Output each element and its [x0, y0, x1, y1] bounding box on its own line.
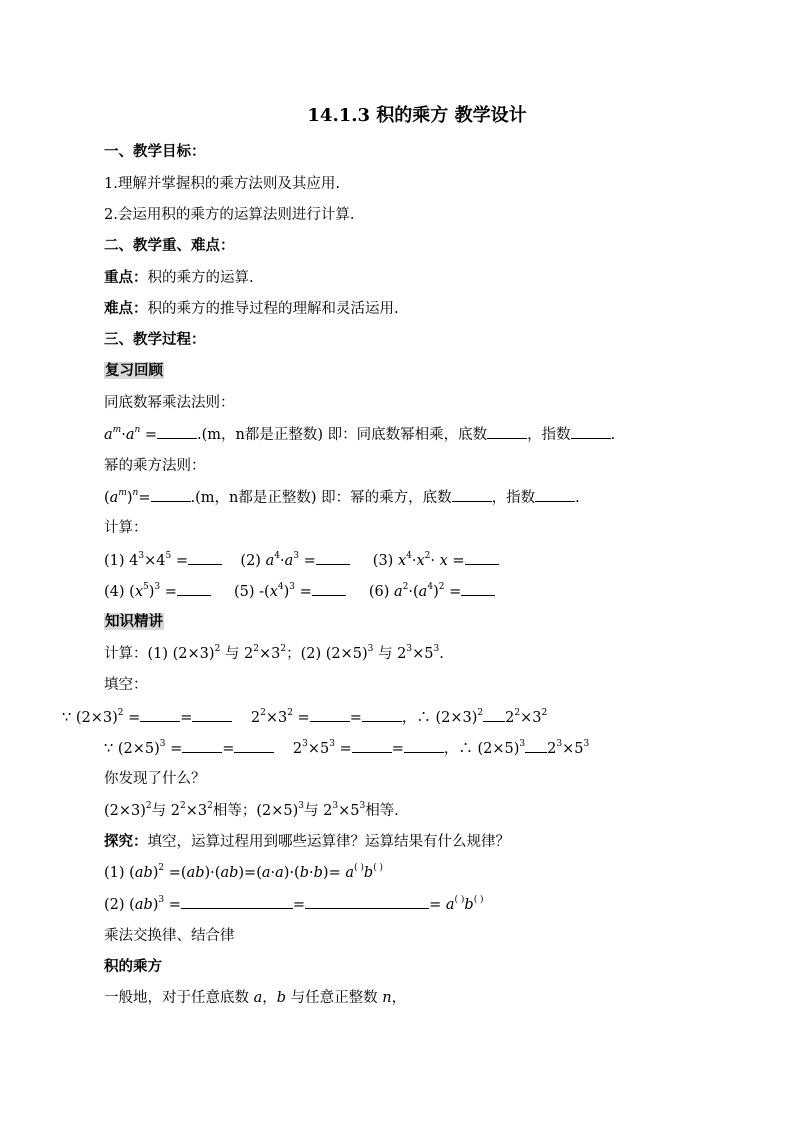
knowledge-heading-line	[104, 612, 164, 632]
rule1-title: 同底数幂乘法法则：	[104, 395, 235, 411]
calc-problem-3: (3) $x^4\cdot x^2\cdot x$ =	[373, 553, 499, 569]
fill-title: 填空：	[104, 677, 148, 693]
key-point-text: 积的乘方的运算.	[147, 270, 254, 286]
product-power-heading: 积的乘方	[104, 958, 162, 975]
key-point-line	[104, 268, 254, 288]
calc-problem-5: (5) $-(x^4)^3$ =	[234, 584, 346, 600]
calc-problem-4: (4) $(x^5)^3$ =	[104, 584, 211, 600]
section-heading-process: 三、教学过程：	[104, 331, 206, 348]
goal-item-1: 1.理解并掌握积的乘方法则及其应用.	[104, 176, 340, 192]
calc-problem-6: (6) $a^2\cdot(a^4)^2$ =	[369, 584, 495, 600]
rule1-text-a: (m，n都是正整数) 即：同底数幂相乘，底数	[201, 427, 488, 443]
rule2-formula: $(a^m)^n= .(m$，n都是正整数) 即：幂的乘方，底数 ，指数 .	[104, 488, 580, 506]
rule1-text-b: ，指数	[527, 427, 571, 443]
fill-line-1: ∵ $(2\times 3)^2$ = = $2^2\times 3^2$ = = ，∴ $(2\times 3)^2$ $2^2\times 3^2$	[62, 708, 548, 726]
calc-row-1	[104, 550, 499, 571]
calc-title: 计算：	[104, 520, 148, 536]
key-point-label: 重点：	[104, 269, 148, 286]
calc-row-2	[104, 581, 495, 602]
page-title: 14.1.3 积的乘方 教学设计	[307, 105, 527, 126]
calc-problem-2: (2) $a^4\cdot a^3$ =	[240, 553, 349, 569]
rule2-text-b: ，指数	[491, 490, 536, 506]
explore-formula-1: (1) (ab)$^2$ =(ab)·(ab)=(a·a)·(b·b)= a( )b( )	[104, 863, 384, 881]
discover-answer: $(2\times 3)^2$与 $2^2\times 3^2$相等；$(2\times 5)^3$与 $2^3\times 5^3$相等.	[104, 801, 399, 819]
explore-line	[104, 832, 510, 852]
explore-label: 探究：	[104, 833, 148, 850]
goal-item-2: 2.会运用积的乘方的运算法则进行计算.	[104, 207, 355, 223]
review-heading: 复习回顾	[105, 362, 163, 379]
rule2-text-a: (m，n都是正整数) 即：幂的乘方，底数	[195, 490, 452, 506]
calc2-line: 计算：(1) $(2\times 3)^2$ 与 $2^2\times 3^2$；(2) $(2\times 5)^3$ 与 $2^3\times 5^3$.	[104, 644, 444, 662]
fill-line-2: ∵ $(2\times 5)^3$ = = $2^3\times 5^3$ = = ，∴ $(2\times 5)^3$ $2^3\times 5^3$	[104, 739, 590, 757]
general-statement: 一般地，对于任意底数 a，b 与任意正整数 n，	[104, 990, 407, 1006]
section-heading-key-points: 二、教学重、难点：	[104, 237, 235, 254]
calc-problem-1: (1) $4^3\times 4^5$ =	[104, 553, 222, 569]
difficulty-line	[104, 299, 399, 319]
discover-question: 你发现了什么？	[104, 771, 206, 787]
law-text: 乘法交换律、结合律	[104, 928, 235, 944]
explore-text: 填空，运算过程用到哪些运算律？运算结果有什么规律？	[147, 834, 510, 850]
section-heading-goals: 一、教学目标：	[104, 143, 206, 160]
rule1-formula: $a^m\cdot a^n = .(m$，n都是正整数) 即：同底数幂相乘，底数 ，指数 .	[104, 425, 616, 443]
difficulty-label: 难点：	[104, 300, 148, 317]
explore-formula-2: (2) (ab)$^3$ = = = a( )b( )	[104, 895, 484, 913]
rule2-title: 幂的乘方法则：	[104, 458, 206, 474]
difficulty-text: 积的乘方的推导过程的理解和灵活运用.	[147, 301, 399, 317]
review-heading-line	[104, 361, 164, 381]
knowledge-heading: 知识精讲	[105, 613, 163, 630]
